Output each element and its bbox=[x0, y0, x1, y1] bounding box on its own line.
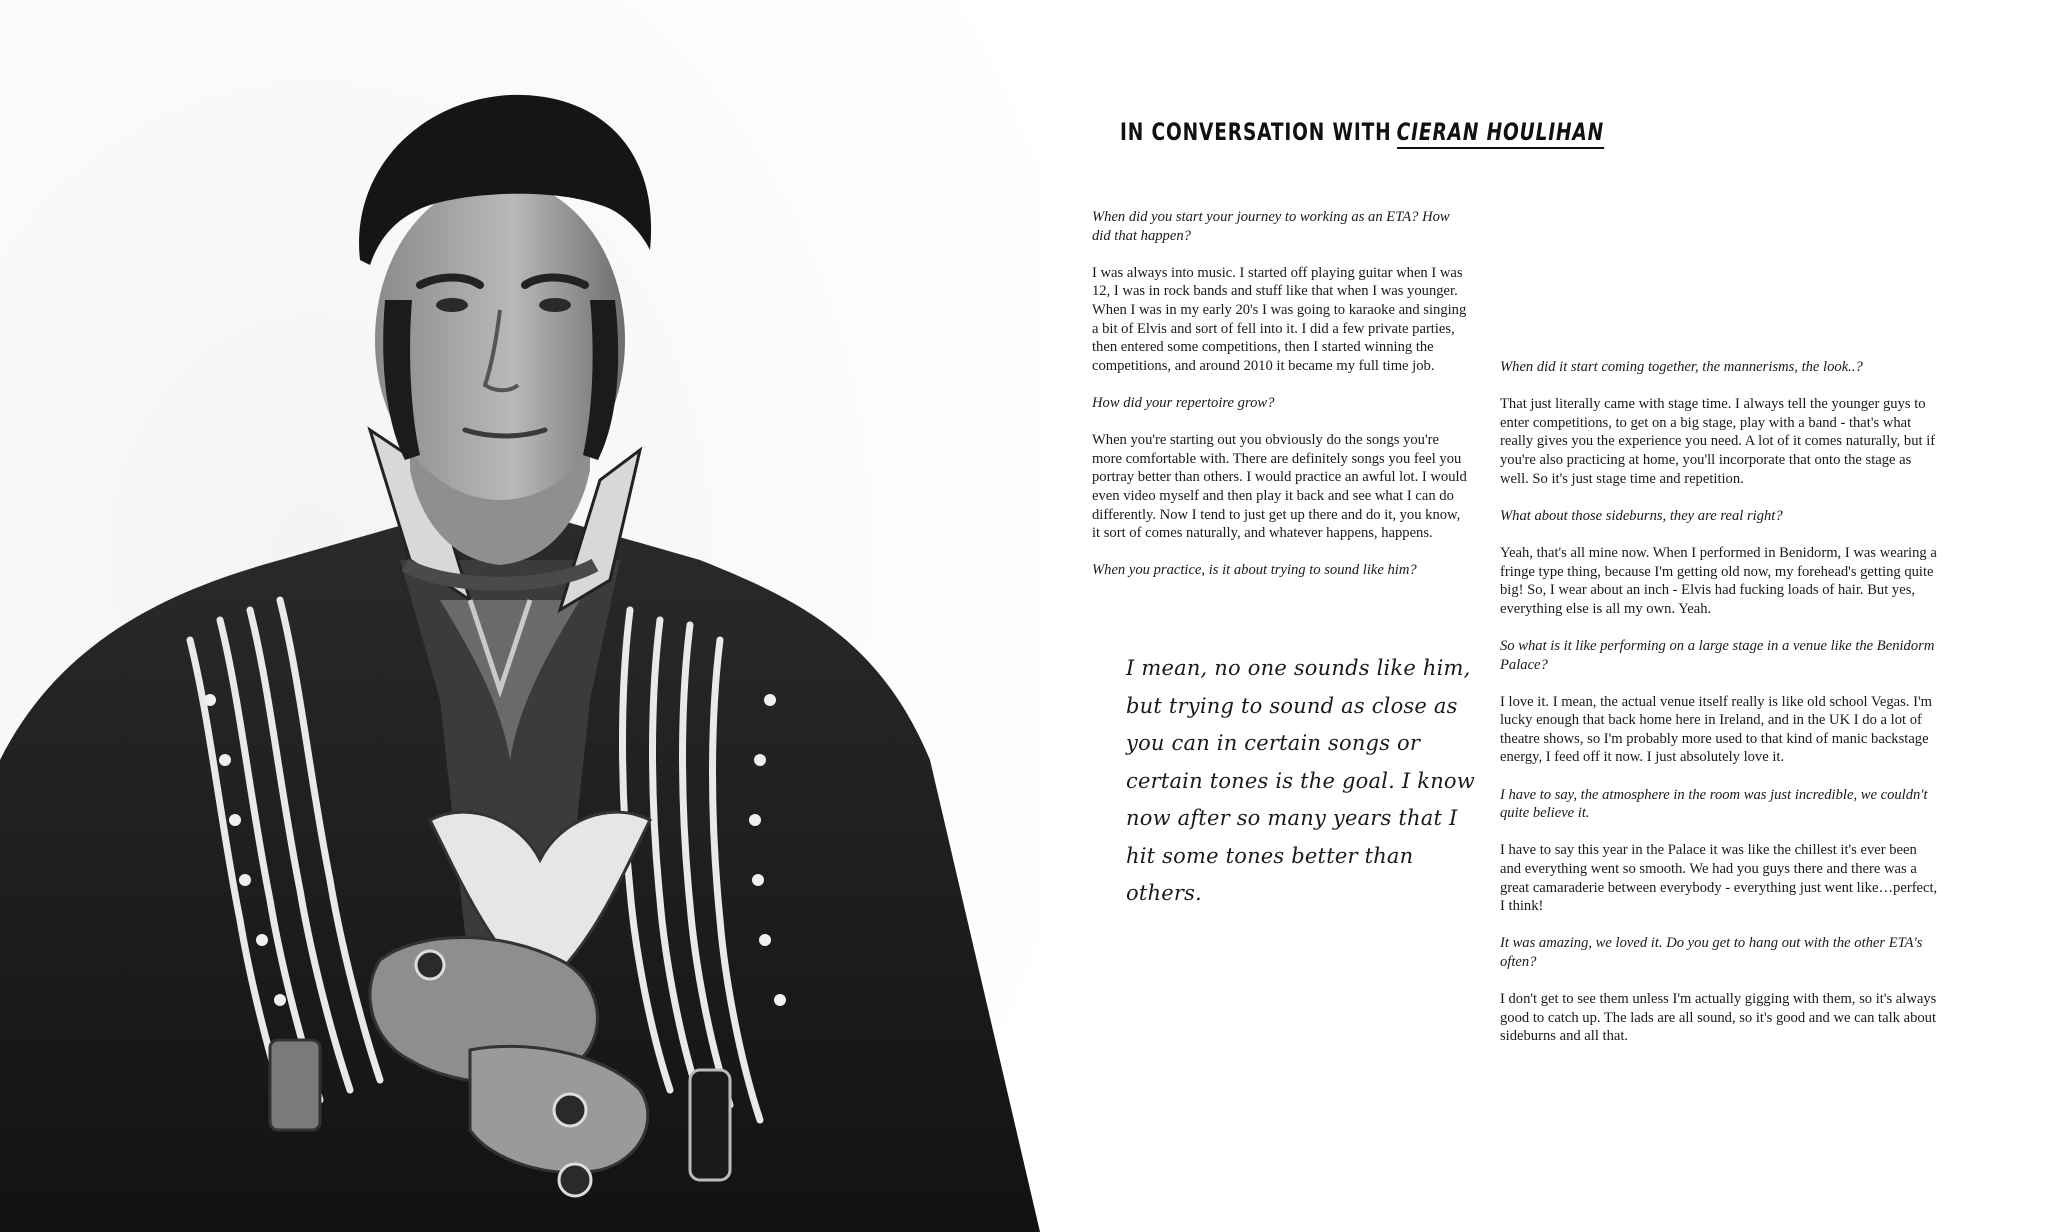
interviewee-name: CIERAN HOULIHAN bbox=[1397, 118, 1604, 149]
answer-text: I have to say this year in the Palace it was like the chillest it's ever been and everything went so smooth. We had you guys there and there was a great camaraderie between everybody - everything just went like…perfect, I think! bbox=[1500, 842, 1938, 915]
question-text: So what is it like performing on a large stage in a venue like the Benidorm Palace? bbox=[1500, 637, 1935, 673]
question-text: It was amazing, we loved it. Do you get to hang out with the other ETA's often? bbox=[1500, 935, 1923, 970]
question-text: When you practice, is it about trying to sound like him? bbox=[1092, 562, 1417, 579]
question-text: When did you start your journey to working as an ETA? How did that happen? bbox=[1092, 209, 1450, 244]
question-text: What about those sideburns, they are real right? bbox=[1500, 507, 1783, 524]
question-text: When did it start coming together, the mannerisms, the look..? bbox=[1500, 359, 1863, 375]
answer-text: That just literally came with stage time. I always tell the younger guys to enter competitions, to get on a big stage, play with a band - that's what really gives you the experience you need. A lot of it comes naturally, but if you're also practicing at home, you'll incorporate that onto the stage as well. So it's just stage time and repetition. bbox=[1500, 396, 1936, 487]
answer-text: I don't get to see them unless I'm actually gigging with them, so it's always good to catch up. The lads are all sound, so it's good and we can talk about sideburns and all that. bbox=[1500, 991, 1937, 1045]
left-text-column bbox=[1092, 208, 1470, 598]
answer-text: Yeah, that's all mine now. When I performed in Benidorm, I was wearing a fringe type thing, because I'm getting old now, my forehead's getting quite big! So, I wear about an inch - Elvis had fucking loads of hair. But yes, everything else is all my own. Yeah. bbox=[1500, 544, 1937, 617]
answer-text: I love it. I mean, the actual venue itself really is like old school Vegas. I'm lucky enough that back home here in Ireland, and in the UK I do a lot of theatre shows, so I'm probably more used to that kind of manic backstage energy, I feed off it now. I just absolutely love it. bbox=[1500, 693, 1932, 766]
title-prefix: IN CONVERSATION WITH bbox=[1120, 118, 1392, 146]
question-text: I have to say, the atmosphere in the room was just incredible, we couldn't quite believe it. bbox=[1500, 786, 1928, 822]
answer-text: I was always into music. I started off playing guitar when I was 12, I was in rock bands and stuff like that when I was younger. When I was in my early 20's I was going to karaoke and singing a bit of Elvis and sort of fell into it. I did a few private parties, then entered some competitions, then I started winning the competitions, and around 2010 it became my full time job. bbox=[1092, 264, 1467, 374]
pull-quote: I mean, no one sounds like him, but trying to sound as close as you can in certain songs or certain tones is the goal. I know now after so many years that I hit some tones better than others. bbox=[1126, 656, 1475, 905]
answer-text: When you're starting out you obviously do the songs you're more comfortable with. There are definitely songs you feel you portray better than others. I would practice an awful lot. I would even video myself and then play it back and see what I can do differently. Now I tend to just get up there and do it, you know, it sort of comes naturally, and whatever happens, happens. bbox=[1092, 432, 1467, 542]
article-title bbox=[1120, 118, 1604, 146]
right-text-column bbox=[1500, 358, 1940, 1065]
question-text: How did your repertoire grow? bbox=[1092, 394, 1275, 411]
